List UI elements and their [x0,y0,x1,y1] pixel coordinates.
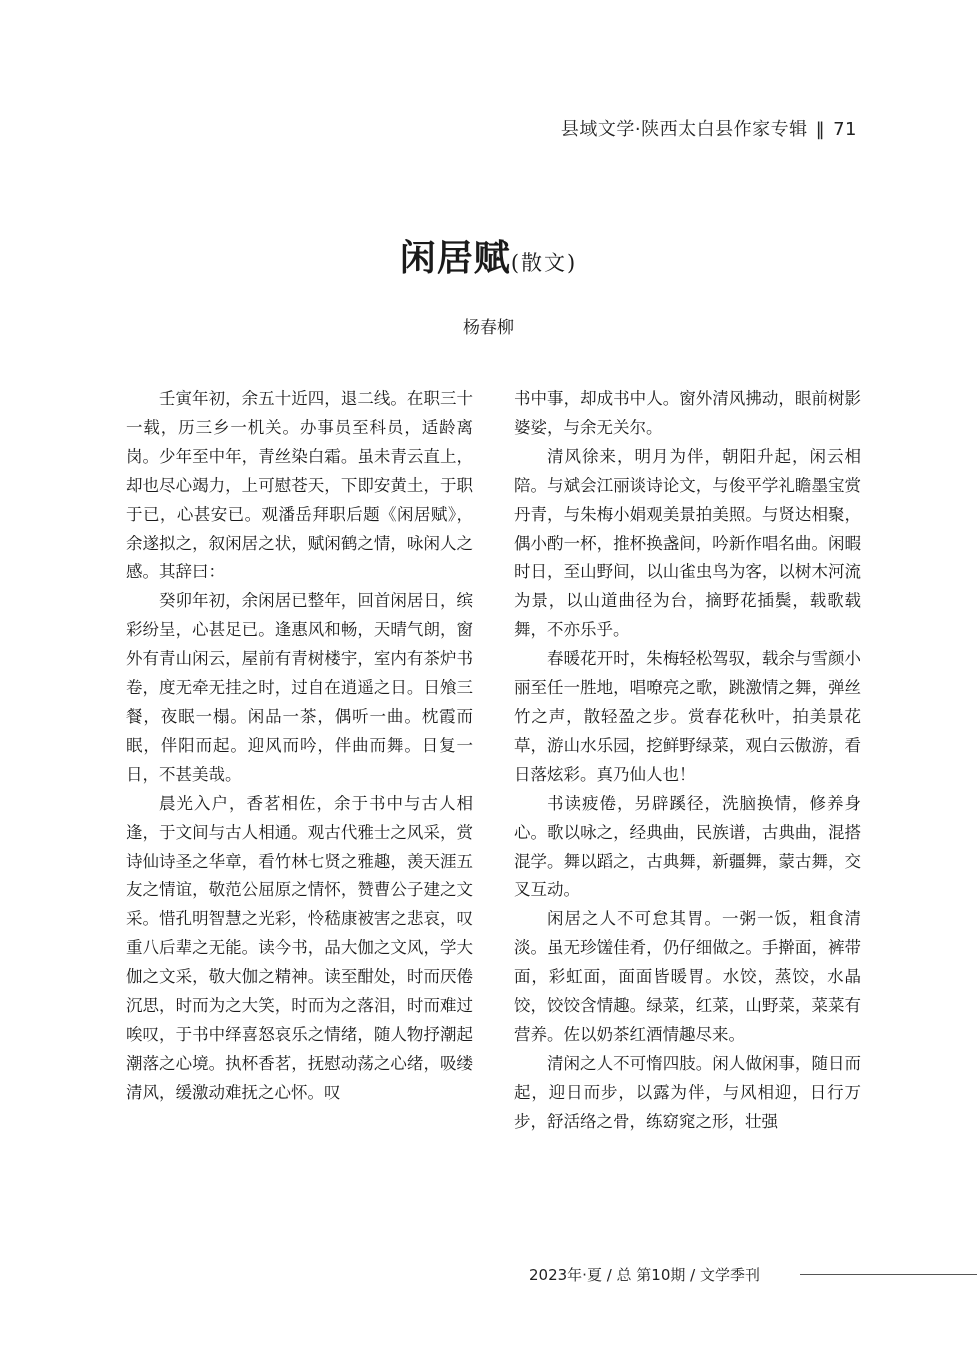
paragraph: 闲居之人不可怠其胃。一粥一饭，粗食清淡。虽无珍馐佳肴，仍仔细做之。手擀面，裤带面，彩虹面，面面皆暖胃。水饺，蒸饺，水晶饺，饺饺含情趣。绿菜，红菜，山野菜，菜菜有营养。佐以奶茶红酒情趣尽来。 [514,909,861,1044]
running-head [561,115,857,141]
title-main: 闲居赋 [399,237,511,279]
article-author: 杨春柳 [463,318,514,338]
issue-footer: 2023年·夏 / 总 第10期 / 文学季刊 [529,1266,760,1284]
left-column [126,385,473,1108]
footer-rule [800,1274,977,1275]
title-genre: (散文) [510,251,578,275]
running-title: 县域文学·陕西太白县作家专辑 [560,119,808,140]
paragraph: 春暖花开时，朱梅轻松驾驭，载余与雪颜小丽至任一胜地，唱嘹亮之歌，跳激情之舞，弹丝竹之声，散轻盈之步。赏春花秋叶，拍美景花草，游山水乐园，挖鲜野绿菜，观白云傲游，看日落炫彩。真乃仙人也！ [514,649,861,784]
right-column [514,385,861,1137]
paragraph: 清风徐来，明月为伴，朝阳升起，闲云相陪。与斌会江丽谈诗论文，与俊平学礼瞻墨宝赏丹青，与朱梅小娟观美景拍美照。与贤达相聚，偶小酌一杯，推杯换盏间，吟新作唱名曲。闲暇时日，至山野间，以山雀虫鸟为客，以树木河流为景，以山道曲径为台，摘野花插鬓，载歌载舞，不亦乐乎。 [514,446,861,640]
header-separator: ‖ [815,119,826,140]
paragraph: 癸卯年初，余闲居已整年，回首闲居日，缤彩纷呈，心甚足已。逢惠风和畅，天晴气朗，窗外有青山闲云，屋前有青树楼宇，室内有茶炉书卷，度无牵无挂之时，过自在逍遥之日。日飧三餐，夜眠一榻。闲品一茶，偶听一曲。枕霞而眠，伴阳而起。迎风而吟，伴曲而舞。日复一日，不甚美哉。 [126,591,473,784]
paragraph: 壬寅年初，余五十近四，退二线。在职三十一载，历三乡一机关。办事员至科员，适龄离岗。少年至中年，青丝染白霜。虽未青云直上，却也尽心竭力，上可慰苍天，下即安黄土，于职于已，心甚安已。观潘岳拜职后题《闲居赋》，余遂拟之，叙闲居之状，赋闲鹤之情，咏闲人之感。其辞曰： [126,389,473,582]
paragraph-continued: 书中事，却成书中人。窗外清风拂动，眼前树影婆娑，与余无关尔。 [514,389,861,437]
paragraph: 书读疲倦，另辟蹊径，洗脑换情，修养身心。歌以咏之，经典曲，民族谱，古典曲，混搭混学。舞以蹈之，古典舞，新疆舞，蒙古舞，交叉互动。 [514,793,861,900]
paragraph: 晨光入户，香茗相佐，余于书中与古人相逢，于文间与古人相通。观古代雅士之风采，赏诗仙诗圣之华章，看竹林七贤之雅趣，羡天涯五友之情谊，敬范公屈原之情怀，赞曹公子建之文采。惜孔明智慧之光彩，怜嵇康被害之悲哀，叹重八后辈之无能。读今书，品大伽之文风，学大伽之文采，敬大伽之精神。读至酣处，时而厌倦沉思，时而为之大笑，时而为之落泪，时而难过唉叹，于书中绎喜怒哀乐之情绪，随人物抒潮起潮落之心境。执杯香茗，抚慰动荡之心绪，吸缕清风，缓激动难抚之心怀。叹 [126,793,473,1102]
article-title [0,230,977,281]
page-number: 71 [833,119,857,140]
paragraph: 清闲之人不可惰四肢。闲人做闲事，随日而起，迎日而步，以露为伴，与风相迎，日行万步，舒活络之骨，练窈窕之形，壮强 [514,1053,861,1131]
